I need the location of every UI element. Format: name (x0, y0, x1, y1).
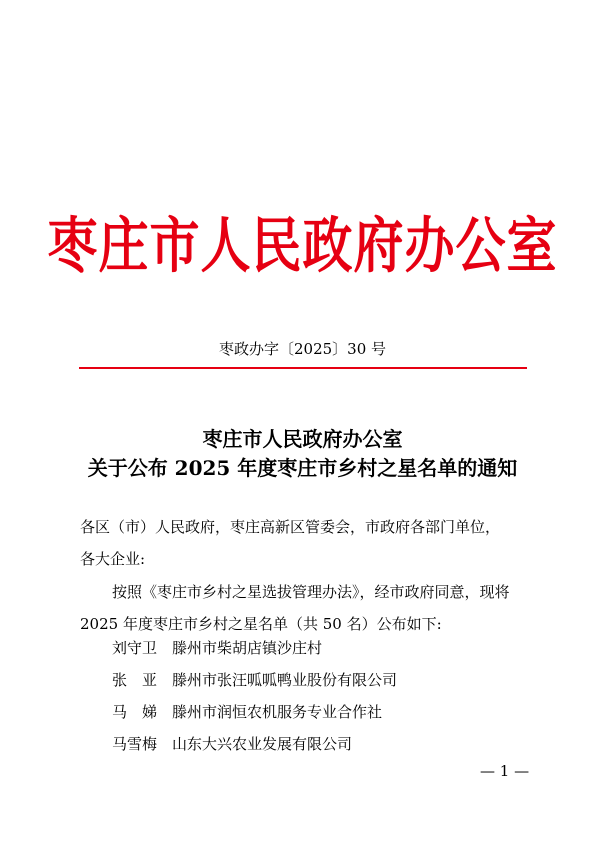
list-item-name: 马 娣 (112, 703, 158, 721)
body-paragraph-line-2: 2025 年度枣庄市乡村之星名单（共 50 名）公布如下: (80, 615, 442, 633)
list-item (112, 669, 397, 690)
body-paragraph-line-1: 按照《枣庄市乡村之星选拔管理办法》，经市政府同意，现将 (112, 583, 510, 601)
list-item-name: 马雪梅 (112, 735, 158, 753)
issuer-header: 枣庄市人民政府办公室 (47, 210, 558, 281)
list-item (112, 733, 352, 754)
list-item-org: 滕州市柴胡店镇沙庄村 (172, 639, 323, 657)
document-title-line-2: 关于公布 2025 年度枣庄市乡村之星名单的通知 (87, 456, 518, 480)
list-item-org: 滕州市润恒农机服务专业合作社 (172, 703, 383, 721)
list-item (112, 701, 382, 722)
recipients-line-1: 各区（市）人民政府，枣庄高新区管委会，市政府各部门单位， (80, 518, 501, 536)
document-title-line-1: 枣庄市人民政府办公室 (202, 427, 403, 451)
recipients-line-2: 各大企业: (80, 550, 146, 568)
red-divider-line (79, 367, 527, 369)
list-item (112, 637, 322, 658)
list-item-name: 刘守卫 (112, 639, 158, 657)
document-number: 枣政办字〔2025〕30 号 (218, 340, 387, 358)
list-item-org: 山东大兴农业发展有限公司 (172, 735, 353, 753)
page-number: — 1 — (480, 762, 530, 780)
list-item-org: 滕州市张汪呱呱鸭业股份有限公司 (172, 671, 398, 689)
list-item-name: 张 亚 (112, 671, 158, 689)
